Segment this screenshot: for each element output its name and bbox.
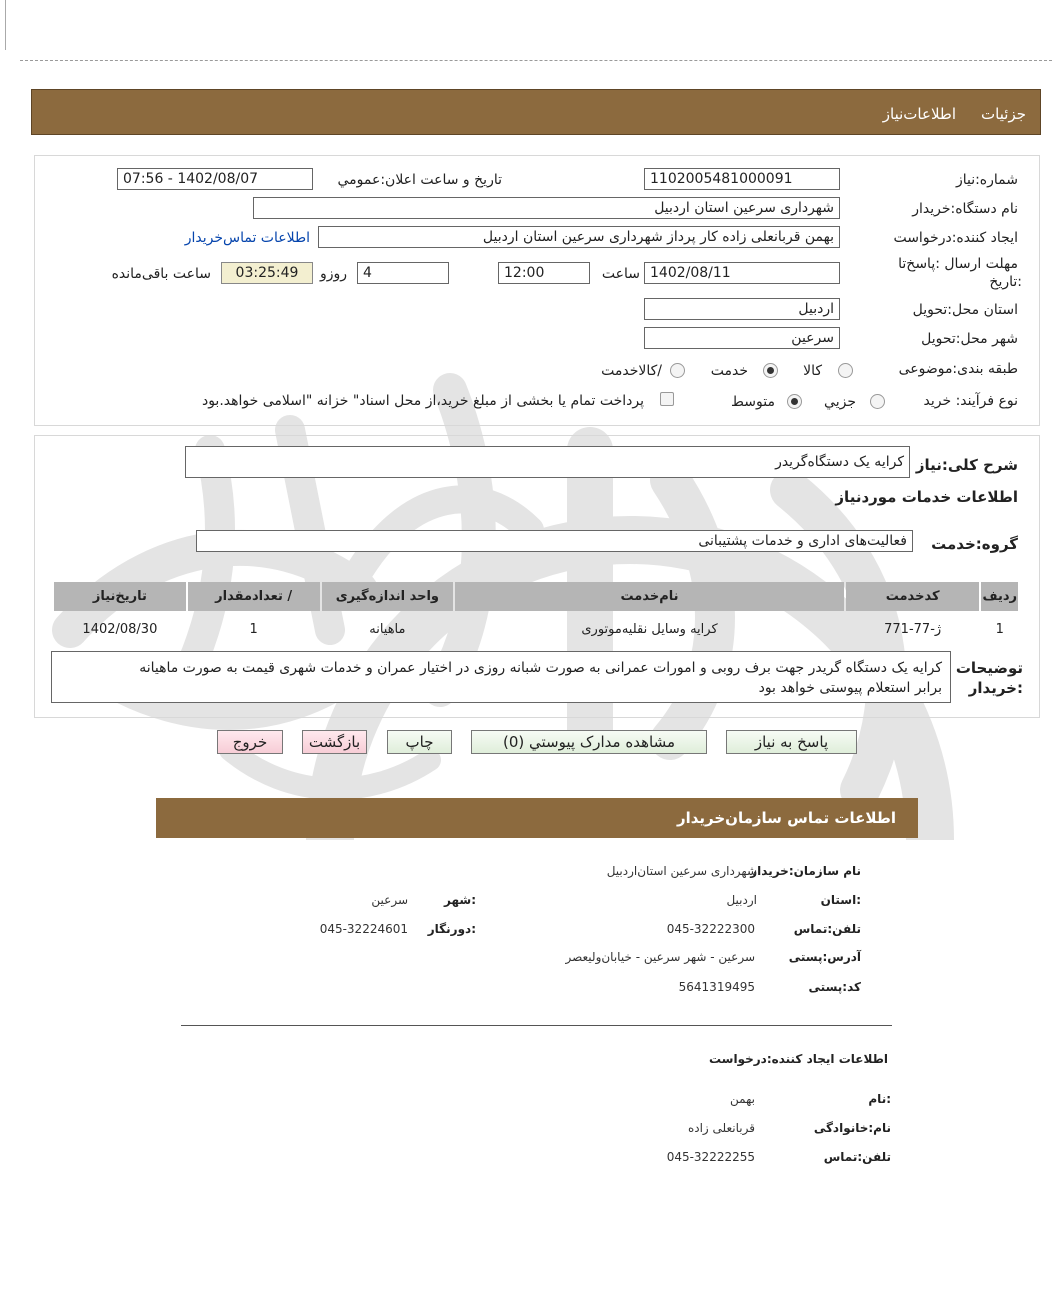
- col-need-date: تاریخ‌نیاز: [54, 582, 186, 611]
- cell-row-number: 1: [995, 621, 1004, 637]
- col-quantity: / تعدادمقدار: [188, 582, 320, 611]
- deadline-label-2: :تاریخ: [989, 274, 1022, 290]
- creator-info-title: اطلاعات ایجاد کننده:درخواست: [708, 1052, 888, 1066]
- creator-name-value: بهمن: [730, 1092, 755, 1106]
- reply-button[interactable]: پاسخ به نیاز: [726, 730, 857, 754]
- cell-need-date: 1402/08/30: [82, 621, 158, 637]
- table-header-row: [54, 582, 1018, 611]
- col-service-code: کدخدمت: [846, 582, 980, 611]
- announce-date-label: تاریخ و ساعت اعلان:عمومي: [337, 172, 502, 188]
- creator-phone-value: 045-32222255: [666, 1150, 755, 1164]
- contact-address-value: سرعین - شهر سرعین - خیابان‌ولیعصر: [565, 950, 755, 964]
- announce-date-field: 1402/08/07 - 07:56: [117, 168, 313, 190]
- buyer-notes-box: [51, 651, 951, 703]
- cell-service-code: ژ-77-771: [884, 621, 942, 637]
- process-minor-label: جزیي: [824, 394, 856, 410]
- need-number-label: شماره:نیاز: [955, 172, 1018, 188]
- summary-field: کرایه یک دستگاه‌گریدر: [185, 446, 910, 478]
- tab-details[interactable]: جزئیات: [981, 105, 1026, 123]
- cell-service-name: کرایه وسایل نقلیه‌موتوری: [581, 621, 718, 637]
- city-field: سرعین: [644, 327, 840, 349]
- buyer-field: شهرداری سرعین استان اردبیل: [253, 197, 840, 219]
- top-dotted-divider: [20, 60, 1052, 61]
- contact-city-value: سرعین: [371, 893, 408, 907]
- category-both-label: /کالاخدمت: [601, 363, 662, 379]
- days-field: 4: [357, 262, 449, 284]
- tab-need-info[interactable]: اطلاعات‌نیاز: [882, 105, 956, 123]
- creator-family-value: قربانعلی زاده: [687, 1121, 755, 1135]
- buyer-notes-label: توضیحات: [955, 659, 1023, 677]
- category-goods-label: کالا: [803, 363, 822, 379]
- deadline-label: مهلت ارسال :پاسخ‌تا: [898, 256, 1018, 272]
- cell-unit: ماهیانه: [369, 621, 406, 637]
- treasury-payment-text: پرداخت تمام یا بخشی از مبلغ خرید،از محل اسناد" خزانه "اسلامی خواهد.بود: [201, 393, 644, 409]
- deadline-date-field: 1402/08/11: [644, 262, 840, 284]
- days-label: روزو: [319, 266, 347, 282]
- category-goods-radio[interactable]: [838, 363, 853, 378]
- contact-postal-label: کد:پستی: [808, 980, 861, 994]
- frame-edge-line: [5, 0, 6, 50]
- service-group-label: گروه:خدمت: [931, 535, 1018, 553]
- remaining-label: ساعت باقی‌مانده: [111, 266, 211, 282]
- services-table: [52, 580, 1020, 647]
- creator-name-label: :نام: [868, 1092, 891, 1106]
- deadline-time-field: 12:00: [498, 262, 590, 284]
- col-row-number: ردیف: [981, 582, 1018, 611]
- buyer-notes-line-1: کرایه یک دستگاه گریدر جهت برف روبی و امورات عمرانی به صورت شبانه روزی در اختیار عمران و خدمات شهری قیمت به صورت ماهیانه: [139, 660, 942, 676]
- process-type-label: نوع فرآیند: خرید: [923, 393, 1018, 409]
- exit-button[interactable]: خروج: [217, 730, 283, 754]
- contact-divider: [181, 1025, 892, 1026]
- remaining-time-field: 03:25:49: [221, 262, 313, 284]
- col-unit: واحد اندازه‌گیری: [322, 582, 454, 611]
- category-label: طبقه بندی:موضوعی: [898, 361, 1018, 377]
- province-label: استان محل:تحویل: [912, 302, 1018, 318]
- need-number-field: 1102005481000091: [644, 168, 840, 190]
- print-button[interactable]: چاپ: [387, 730, 452, 754]
- deadline-time-label: ساعت: [601, 266, 640, 282]
- buyer-notes-line-2: برابر استعلام پیوستی خواهد بود: [758, 680, 942, 696]
- buyer-label: نام دستگاه:خریدار: [912, 201, 1018, 217]
- table-row: [54, 613, 1018, 645]
- org-name-label: نام سازمان:خریدار: [750, 864, 861, 878]
- page-header-bar: [31, 89, 1041, 135]
- summary-label: شرح کلی:نیاز: [915, 456, 1018, 474]
- process-minor-radio[interactable]: [870, 394, 885, 409]
- creator-field: بهمن قربانعلی زاده کار پرداز شهرداری سرعین استان اردبیل: [318, 226, 840, 248]
- category-both-radio[interactable]: [670, 363, 685, 378]
- need-info-panel: [34, 155, 1040, 426]
- city-label: شهر محل:تحویل: [921, 331, 1018, 347]
- contact-postal-value: 5641319495: [678, 980, 755, 994]
- org-name-value: شهرداری سرعین استان‌اردبیل: [606, 864, 757, 878]
- creator-label: ایجاد کننده:درخواست: [893, 230, 1018, 246]
- contact-fax-label: :دورنگار: [427, 922, 476, 936]
- category-service-label: خدمت: [710, 363, 748, 379]
- buyer-contact-title: اطلاعات تماس سازمان‌خریدار: [676, 809, 896, 827]
- contact-city-label: :شهر: [444, 893, 476, 907]
- cell-quantity: 1: [249, 621, 258, 637]
- treasury-payment-checkbox[interactable]: [660, 392, 674, 406]
- contact-province-value: اردبیل: [726, 893, 757, 907]
- back-button[interactable]: بازگشت: [302, 730, 367, 754]
- buyer-contact-link[interactable]: اطلاعات تماس‌خریدار: [184, 230, 310, 246]
- process-medium-label: متوسط: [731, 394, 775, 410]
- process-medium-radio[interactable]: [787, 394, 802, 409]
- contact-fax-value: 045-32224601: [319, 922, 408, 936]
- services-title: اطلاعات خدمات موردنیاز: [835, 488, 1018, 506]
- creator-family-label: نام:خانوادگی: [813, 1121, 891, 1135]
- contact-province-label: :استان: [820, 893, 861, 907]
- contact-address-label: آدرس:پستی: [788, 950, 861, 964]
- service-group-field: فعالیت‌های اداری و خدمات پشتیبانی: [196, 530, 913, 552]
- buyer-contact-header: [156, 798, 918, 838]
- province-field: اردبیل: [644, 298, 840, 320]
- col-service-name: نام‌خدمت: [455, 582, 844, 611]
- creator-phone-label: تلفن:تماس: [823, 1150, 891, 1164]
- contact-phone-value: 045-32222300: [666, 922, 755, 936]
- category-service-radio[interactable]: [763, 363, 778, 378]
- view-attachments-button[interactable]: مشاهده مدارک پیوستي (0): [471, 730, 707, 754]
- contact-phone-label: تلفن:تماس: [793, 922, 861, 936]
- buyer-notes-label-2: :خریدار: [968, 679, 1023, 697]
